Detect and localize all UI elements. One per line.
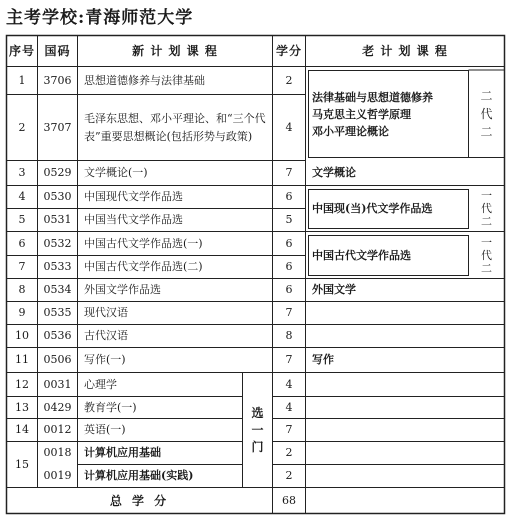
old-group-2-side-char-1: 一 bbox=[481, 189, 492, 202]
row-2-code: 3707 bbox=[43, 120, 72, 134]
header-code: 国码 bbox=[44, 44, 71, 58]
row-15a-course: 计算机应用基础 bbox=[84, 446, 161, 459]
row-7-code: 0533 bbox=[43, 260, 72, 273]
row-5-credit: 5 bbox=[285, 213, 293, 226]
row-1-code: 3706 bbox=[43, 73, 72, 87]
row-15a-code: 0018 bbox=[43, 446, 72, 459]
row-10-seq: 10 bbox=[15, 329, 29, 342]
row-13-seq: 13 bbox=[15, 400, 29, 414]
row-14-course: 英语(一) bbox=[84, 423, 126, 436]
row-15b-code: 0019 bbox=[43, 469, 72, 482]
old-group-1-side bbox=[469, 72, 504, 156]
row-2-credit: 4 bbox=[285, 120, 293, 134]
row-13-course: 教育学(一) bbox=[84, 400, 137, 414]
old-group-2: 中国现(当)代文学作品选 bbox=[312, 202, 433, 215]
row-9-code: 0535 bbox=[43, 306, 72, 319]
row-14-seq: 14 bbox=[15, 423, 29, 436]
row-7-course: 中国古代文学作品选(二) bbox=[84, 260, 203, 273]
row-12-seq: 12 bbox=[15, 377, 29, 391]
old-group-2-side bbox=[469, 187, 504, 230]
total-label: 总 学 分 bbox=[109, 493, 170, 508]
old-group-1-side-char-2: 代 bbox=[480, 107, 493, 121]
row-11-course: 写作(一) bbox=[84, 353, 126, 366]
old-group-3-side-char-1: 一 bbox=[481, 235, 492, 249]
old-course-r11: 写作 bbox=[312, 353, 334, 366]
old-course-r8: 外国文学 bbox=[312, 283, 356, 296]
elective-char-3: 门 bbox=[251, 439, 264, 454]
old-group-1 bbox=[312, 72, 467, 156]
row-4-credit: 6 bbox=[285, 190, 293, 203]
old-course-3: 邓小平理论概论 bbox=[312, 124, 389, 138]
row-8-code: 0534 bbox=[43, 283, 72, 296]
old-course-r3: 文学概论 bbox=[312, 166, 356, 179]
row-6-code: 0532 bbox=[43, 236, 72, 250]
header-new-course: 新 计 划 课 程 bbox=[132, 44, 218, 58]
row-8-credit: 6 bbox=[285, 283, 293, 296]
row-4-seq: 4 bbox=[18, 190, 26, 203]
row-3-credit: 7 bbox=[285, 166, 293, 179]
row-5-course: 中国当代文学作品选 bbox=[84, 213, 183, 226]
old-course-1: 法律基础与思想道德修养 bbox=[312, 90, 433, 104]
page-title: 主考学校:青海师范大学 bbox=[6, 8, 194, 28]
row-11-code: 0506 bbox=[43, 353, 72, 366]
row-3-seq: 3 bbox=[18, 166, 26, 179]
old-course-2: 马克思主义哲学原理 bbox=[312, 107, 411, 121]
row-4-course: 中国现代文学作品选 bbox=[84, 190, 183, 203]
row-12-code: 0031 bbox=[43, 377, 72, 391]
old-group-2-side-char-2: 代 bbox=[481, 202, 492, 215]
header-seq: 序号 bbox=[8, 44, 35, 58]
row-1-seq: 1 bbox=[18, 73, 26, 87]
header-credit: 学分 bbox=[275, 44, 302, 58]
row-5-code: 0531 bbox=[43, 213, 72, 226]
row-9-credit: 7 bbox=[285, 306, 293, 319]
elective-char-2: 一 bbox=[251, 422, 264, 437]
elective-label bbox=[243, 400, 272, 460]
row-6-seq: 6 bbox=[18, 236, 26, 250]
row-11-seq: 11 bbox=[15, 353, 29, 366]
old-group-2-side-char-3: 二 bbox=[481, 215, 492, 228]
row-14-credit: 7 bbox=[285, 423, 293, 436]
old-group-3-side-char-2: 代 bbox=[481, 248, 492, 262]
old-group-3-side-char-3: 二 bbox=[481, 261, 492, 275]
row-15b-course: 计算机应用基础(实践) bbox=[84, 469, 194, 482]
header-old-course: 老 计 划 课 程 bbox=[362, 44, 448, 58]
total-value: 68 bbox=[282, 493, 296, 507]
row-5-seq: 5 bbox=[18, 213, 26, 226]
row-8-seq: 8 bbox=[18, 283, 26, 296]
row-12-credit: 4 bbox=[285, 377, 293, 391]
row-4-code: 0530 bbox=[43, 190, 72, 203]
row-1-course: 思想道德修养与法律基础 bbox=[84, 73, 205, 87]
row-10-code: 0536 bbox=[43, 329, 72, 342]
row-13-code: 0429 bbox=[43, 400, 72, 414]
row-9-seq: 9 bbox=[18, 306, 26, 319]
row-11-credit: 7 bbox=[285, 353, 293, 366]
row-15-seq: 15 bbox=[15, 457, 29, 471]
row-2-course: 毛泽东思想、邓小平理论、和“三个代表”重要思想概论(包括形势与政策) bbox=[84, 111, 266, 143]
row-7-seq: 7 bbox=[18, 260, 26, 273]
row-13-credit: 4 bbox=[285, 400, 293, 414]
old-group-3-side bbox=[469, 233, 504, 277]
row-8-course: 外国文学作品选 bbox=[84, 283, 161, 296]
row-10-course: 古代汉语 bbox=[84, 329, 128, 342]
row-15b-credit: 2 bbox=[285, 469, 293, 482]
old-group-1-side-char-3: 二 bbox=[480, 125, 493, 139]
row-12-course: 心理学 bbox=[84, 377, 117, 391]
old-group-1-side-char-1: 二 bbox=[480, 89, 493, 103]
row-15a-credit: 2 bbox=[285, 446, 293, 459]
row-2-seq: 2 bbox=[18, 120, 26, 134]
row-3-course: 文学概论(一) bbox=[84, 166, 148, 179]
row-6-credit: 6 bbox=[285, 236, 293, 250]
row-14-code: 0012 bbox=[43, 423, 72, 436]
row-6-course: 中国古代文学作品选(一) bbox=[84, 236, 203, 250]
row-3-code: 0529 bbox=[43, 166, 72, 179]
row-10-credit: 8 bbox=[285, 329, 293, 342]
row-1-credit: 2 bbox=[285, 73, 293, 87]
row-7-credit: 6 bbox=[285, 260, 293, 273]
old-group-3: 中国古代文学作品选 bbox=[312, 248, 411, 262]
elective-char-1: 选 bbox=[251, 405, 264, 420]
row-9-course: 现代汉语 bbox=[84, 306, 128, 319]
